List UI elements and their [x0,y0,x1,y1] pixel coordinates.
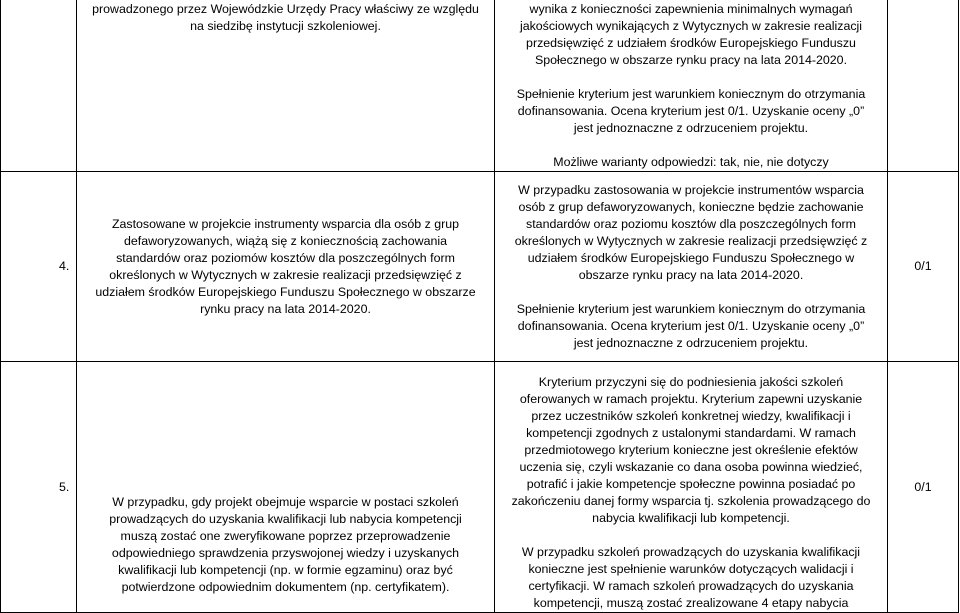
row-criteria-cell [495,362,888,613]
row-criteria-cell [495,172,888,362]
row-score-cell: 0/1 [888,362,959,613]
criteria-paragraph: Spełnienie kryterium jest warunkiem koniecznym do otrzymania dofinansowania. Ocena kryterium jest 0/1. Uzyskanie oceny „0” jest jednoznaczne z odrzuceniem projektu. [516,87,866,135]
description-text: Zastosowane w projekcie instrumenty wsparcia dla osób z grup defaworyzowanych, wiążą się z koniecznością zachowania standardów oraz poziomów kosztów dla poszczególnych form określonych w Wytycznych w zakresie realizacji przedsięwzięć z udziałem środków Europejskiego Funduszu Społecznego w obszarze rynku pracy na lata 2014-2020. [95,216,476,316]
description-text: prowadzonego przez Wojewódzkie Urzędy Pracy właściwy ze względu na siedzibę instytucji szkoleniowej. [92,2,479,33]
row-score-cell [888,0,959,172]
row-score-cell: 0/1 [888,172,959,362]
criteria-paragraph: Kryterium przyczyni się do podniesienia jakości szkoleń oferowanych w ramach projektu. Kryterium zapewni uzyskanie przez uczestników szkoleń konkretnej wiedzy, kwalifikacji i kompetencji zgodnych z ustalonymi standardami. W ramach przedmiotowego kryterium konieczne jest określenie efektów uczenia się, czyli wskazanie co dana osoba powinna wiedzieć, potrafić i jakie kompetencje społeczne powinna posiadać po zakończeniu danej formy wsparcia tj. szkolenia prowadzącego do nabycia kwalifikacji lub kompetencji. [511,375,871,525]
criteria-paragraph: Spełnienie kryterium jest warunkiem koniecznym do otrzymania dofinansowania. Ocena kryterium jest 0/1. Uzyskanie oceny „0” jest jednoznaczne z odrzuceniem projektu. [516,301,866,350]
table-row [1,172,959,362]
criteria-paragraph: Możliwe warianty odpowiedzi: tak, nie, nie dotyczy [553,155,829,169]
criteria-paragraph: wynika z konieczności zapewnienia minimalnych wymagań jakościowych wynikających z Wytycznych w zakresie realizacji przedsięwzięć z udziałem środków Europejskiego Funduszu Społecznego w obszarze rynku pracy na lata 2014-2020. [519,2,863,67]
row-criteria-cell [495,0,888,172]
row-number-cell [1,0,77,172]
criteria-paragraph: W przypadku szkoleń prowadzących do uzyskania kwalifikacji konieczne jest spełnienie warunków dotyczących walidacji i certyfikacji. W ramach szkoleń prowadzących do uzyskania kompetencji, muszą zostać zrealizowane 4 etapy nabycia [521,545,861,610]
row-description-cell [77,172,495,362]
row-number-cell: 5. [1,362,77,613]
table-row [1,362,959,613]
table-row [1,0,959,172]
description-text: W przypadku, gdy projekt obejmuje wsparcie w postaci szkoleń prowadzących do uzyskania kwalifikacji lub nabycia kompetencji muszą zostać one zweryfikowane poprzez przeprowadzenie odpowiedniego sprawdzenia przyswojonej wiedzy i uzyskanych kwalifikacji lub kompetencji (np. w formie egzaminu) oraz być potwierdzone odpowiednim dokumentem (np. certyfikatem). [109,495,462,594]
row-number-cell: 4. [1,172,77,362]
row-description-cell [77,362,495,613]
criteria-paragraph: W przypadku zastosowania w projekcie instrumentów wsparcia osób z grup defaworyzowanych, konieczne będzie zachowanie standardów oraz poziomu kosztów dla poszczególnych form określonych w Wytycznych w zakresie realizacji przedsięwzięć z udziałem środków Europejskiego Funduszu Społecznego w obszarze rynku pracy na lata 2014-2020. [514,182,868,282]
row-description-cell [77,0,495,172]
